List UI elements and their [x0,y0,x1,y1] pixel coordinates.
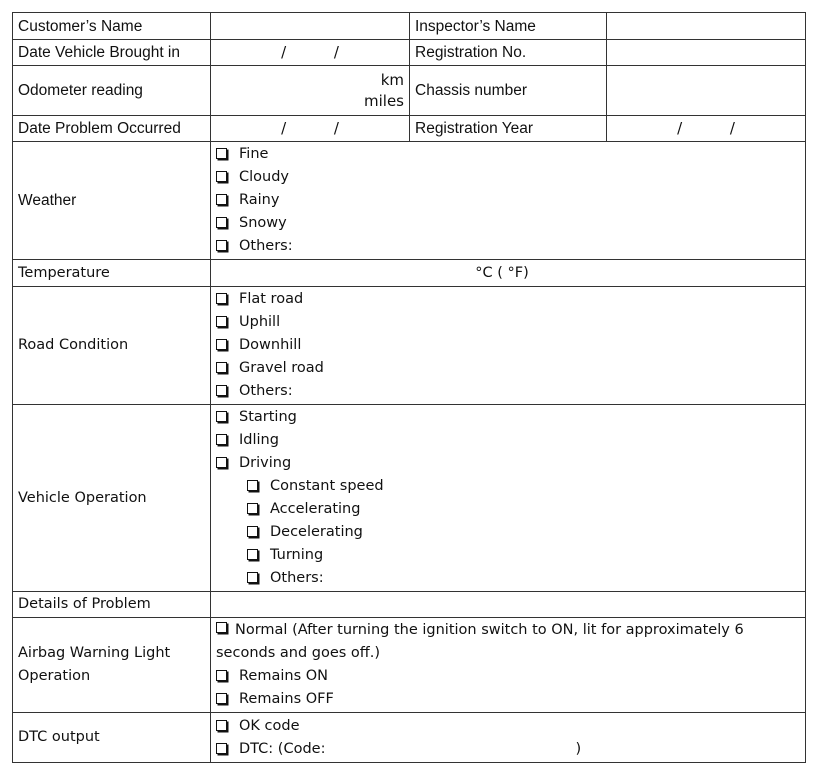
checkbox-icon[interactable] [216,217,227,228]
date-problem-label: Date Problem Occurred [13,116,211,142]
dtc-options [211,713,806,763]
option-label: Driving [239,455,292,471]
odometer-field[interactable] [211,66,410,116]
checkbox-icon[interactable] [216,148,227,159]
option-label: Fine [239,146,269,162]
row-weather [13,142,806,260]
row-operation [13,405,806,592]
operation-option-driving[interactable] [216,452,800,475]
option-label: Turning [270,547,324,563]
unit-km: km [380,70,404,89]
checkbox-icon[interactable] [216,316,227,327]
checkbox-icon[interactable] [216,743,227,754]
chassis-label: Chassis number [410,66,607,116]
checkbox-icon[interactable] [216,240,227,251]
weather-option-snowy[interactable] [216,212,800,235]
weather-option-rainy[interactable] [216,189,800,212]
operation-option-starting[interactable] [216,406,800,429]
checkbox-icon[interactable] [247,480,258,491]
row-road [13,287,806,405]
chassis-field[interactable] [607,66,806,116]
driving-option-decelerating[interactable] [216,521,800,544]
checkbox-icon[interactable] [216,293,227,304]
road-option-downhill[interactable] [216,334,800,357]
row-dtc [13,713,806,763]
checkbox-icon[interactable] [216,339,227,350]
checkbox-icon[interactable] [216,434,227,445]
option-label: Others: [239,383,293,399]
dtc-label: DTC output [13,713,211,763]
registration-no-label: Registration No. [410,40,607,66]
option-label: Constant speed [270,478,384,494]
option-label: DTC: (Code: [239,740,326,757]
checkbox-icon[interactable] [216,622,227,633]
date-brought-field[interactable] [211,40,410,66]
row-odometer [13,66,806,116]
driving-option-accelerating[interactable] [216,498,800,521]
option-label: Downhill [239,337,302,353]
checkbox-icon[interactable] [216,362,227,373]
temperature-field[interactable] [211,260,806,287]
date-separators: / / [281,119,339,137]
row-customer [13,13,806,40]
weather-label: Weather [13,142,211,260]
road-option-flat[interactable] [216,288,800,311]
unit-miles: miles [364,91,404,110]
road-option-others[interactable] [216,380,800,403]
option-label: Decelerating [270,524,363,540]
option-label: Remains OFF [239,691,334,707]
option-label: Starting [239,409,297,425]
operation-option-idling[interactable] [216,429,800,452]
checkbox-icon[interactable] [216,693,227,704]
date-brought-label: Date Vehicle Brought in [13,40,211,66]
option-label: Idling [239,432,279,448]
checkbox-icon[interactable] [216,411,227,422]
checkbox-icon[interactable] [247,526,258,537]
row-airbag [13,618,806,713]
road-options [211,287,806,405]
option-label: Snowy [239,215,287,231]
option-label: Gravel road [239,360,324,376]
road-condition-label: Road Condition [13,287,211,405]
road-option-uphill[interactable] [216,311,800,334]
row-details [13,592,806,618]
row-temperature [13,260,806,287]
checkbox-icon[interactable] [216,720,227,731]
weather-option-others[interactable] [216,235,800,258]
checkbox-icon[interactable] [216,171,227,182]
date-problem-field[interactable] [211,116,410,142]
option-label: Others: [270,570,324,586]
details-field[interactable] [211,592,806,618]
registration-year-label: Registration Year [410,116,607,142]
registration-year-field[interactable] [607,116,806,142]
close-paren: ) [575,740,582,757]
row-date-problem [13,116,806,142]
checkbox-icon[interactable] [247,572,258,583]
option-label: Accelerating [270,501,361,517]
option-label: Rainy [239,192,280,208]
driving-option-turning[interactable] [216,544,800,567]
road-option-gravel[interactable] [216,357,800,380]
option-label: Cloudy [239,169,289,185]
option-label: OK code [239,717,300,734]
driving-option-constant[interactable] [216,475,800,498]
customer-name-label: Customer’s Name [13,13,211,40]
row-date-brought [13,40,806,66]
odometer-label: Odometer reading [13,66,211,116]
checkbox-icon[interactable] [216,457,227,468]
checkbox-icon[interactable] [216,385,227,396]
weather-option-fine[interactable] [216,143,800,166]
checkbox-icon[interactable] [216,670,227,681]
checkbox-icon[interactable] [247,549,258,560]
airbag-option-normal[interactable] [216,619,800,665]
weather-options [211,142,806,260]
date-separators: / / [677,119,735,137]
inspector-name-label: Inspector’s Name [410,13,607,40]
registration-no-field[interactable] [607,40,806,66]
customer-name-field[interactable] [211,13,410,40]
checkbox-icon[interactable] [247,503,258,514]
option-label: Flat road [239,291,304,307]
dtc-option-ok[interactable] [216,715,800,738]
inspector-name-field[interactable] [607,13,806,40]
option-label: Normal (After turning the ignition switch to ON, lit for approximately 6 seconds and goes off.) [216,622,744,661]
operation-options [211,405,806,592]
airbag-options [211,618,806,713]
checkbox-icon[interactable] [216,194,227,205]
option-label: Uphill [239,314,281,330]
date-separators: / / [281,43,339,61]
weather-option-cloudy[interactable] [216,166,800,189]
temperature-unit: °C ( °F) [475,264,529,281]
option-label: Others: [239,238,293,254]
driving-option-others[interactable] [216,567,800,590]
inspection-form [12,12,806,763]
details-label: Details of Problem [13,592,211,618]
dtc-option-code[interactable] [216,738,800,761]
airbag-option-on[interactable] [216,665,800,688]
option-label: Remains ON [239,668,328,684]
airbag-option-off[interactable] [216,688,800,711]
airbag-label: Airbag Warning Light Operation [13,618,211,713]
vehicle-operation-label: Vehicle Operation [13,405,211,592]
temperature-label: Temperature [13,260,211,287]
